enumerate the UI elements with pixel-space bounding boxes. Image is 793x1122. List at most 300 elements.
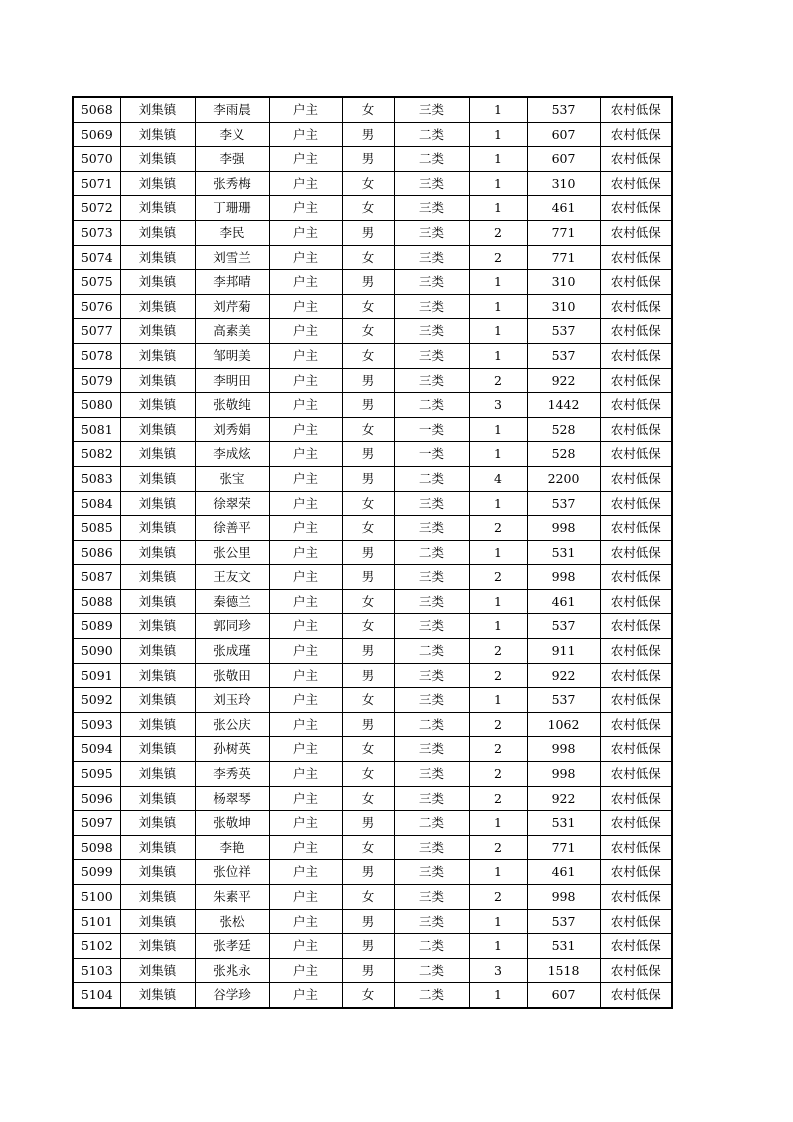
aid-type-cell: 农村低保 bbox=[600, 639, 672, 664]
row-number-cell: 5095 bbox=[73, 762, 120, 787]
amount-cell: 1518 bbox=[527, 958, 600, 983]
table-row bbox=[73, 614, 672, 639]
aid-type-cell: 农村低保 bbox=[600, 811, 672, 836]
table-row bbox=[73, 565, 672, 590]
table-row bbox=[73, 393, 672, 418]
row-number-cell: 5099 bbox=[73, 860, 120, 885]
aid-type-cell: 农村低保 bbox=[600, 934, 672, 959]
town-cell: 刘集镇 bbox=[120, 958, 195, 983]
name-cell: 徐翠荣 bbox=[195, 491, 269, 516]
amount-cell: 607 bbox=[527, 122, 600, 147]
relation-cell: 户主 bbox=[269, 737, 342, 762]
name-cell: 孙树英 bbox=[195, 737, 269, 762]
row-number-cell: 5068 bbox=[73, 97, 120, 122]
row-number-cell: 5094 bbox=[73, 737, 120, 762]
table-row bbox=[73, 540, 672, 565]
category-cell: 三类 bbox=[394, 860, 469, 885]
category-cell: 三类 bbox=[394, 885, 469, 910]
row-number-cell: 5102 bbox=[73, 934, 120, 959]
table-row bbox=[73, 885, 672, 910]
aid-type-cell: 农村低保 bbox=[600, 171, 672, 196]
town-cell: 刘集镇 bbox=[120, 786, 195, 811]
gender-cell: 男 bbox=[342, 393, 394, 418]
name-cell: 杨翠琴 bbox=[195, 786, 269, 811]
amount-cell: 771 bbox=[527, 245, 600, 270]
gender-cell: 男 bbox=[342, 565, 394, 590]
gender-cell: 女 bbox=[342, 885, 394, 910]
amount-cell: 537 bbox=[527, 319, 600, 344]
amount-cell: 531 bbox=[527, 811, 600, 836]
table-row bbox=[73, 270, 672, 295]
category-cell: 三类 bbox=[394, 97, 469, 122]
row-number-cell: 5085 bbox=[73, 516, 120, 541]
name-cell: 李强 bbox=[195, 147, 269, 172]
town-cell: 刘集镇 bbox=[120, 909, 195, 934]
gender-cell: 男 bbox=[342, 934, 394, 959]
row-number-cell: 5074 bbox=[73, 245, 120, 270]
row-number-cell: 5082 bbox=[73, 442, 120, 467]
table-row bbox=[73, 762, 672, 787]
town-cell: 刘集镇 bbox=[120, 393, 195, 418]
name-cell: 李邦晴 bbox=[195, 270, 269, 295]
town-cell: 刘集镇 bbox=[120, 417, 195, 442]
aid-type-cell: 农村低保 bbox=[600, 565, 672, 590]
name-cell: 王友文 bbox=[195, 565, 269, 590]
category-cell: 三类 bbox=[394, 491, 469, 516]
town-cell: 刘集镇 bbox=[120, 565, 195, 590]
aid-type-cell: 农村低保 bbox=[600, 786, 672, 811]
aid-type-cell: 农村低保 bbox=[600, 663, 672, 688]
relation-cell: 户主 bbox=[269, 491, 342, 516]
amount-cell: 922 bbox=[527, 663, 600, 688]
aid-type-cell: 农村低保 bbox=[600, 737, 672, 762]
household-size-cell: 3 bbox=[469, 393, 527, 418]
amount-cell: 537 bbox=[527, 688, 600, 713]
aid-type-cell: 农村低保 bbox=[600, 220, 672, 245]
name-cell: 张兆永 bbox=[195, 958, 269, 983]
town-cell: 刘集镇 bbox=[120, 737, 195, 762]
category-cell: 三类 bbox=[394, 909, 469, 934]
relation-cell: 户主 bbox=[269, 393, 342, 418]
category-cell: 三类 bbox=[394, 614, 469, 639]
aid-type-cell: 农村低保 bbox=[600, 958, 672, 983]
relation-cell: 户主 bbox=[269, 466, 342, 491]
household-size-cell: 2 bbox=[469, 762, 527, 787]
gender-cell: 男 bbox=[342, 663, 394, 688]
table-row bbox=[73, 934, 672, 959]
row-number-cell: 5089 bbox=[73, 614, 120, 639]
row-number-cell: 5084 bbox=[73, 491, 120, 516]
relation-cell: 户主 bbox=[269, 97, 342, 122]
category-cell: 三类 bbox=[394, 786, 469, 811]
amount-cell: 2200 bbox=[527, 466, 600, 491]
relation-cell: 户主 bbox=[269, 663, 342, 688]
category-cell: 二类 bbox=[394, 811, 469, 836]
row-number-cell: 5076 bbox=[73, 294, 120, 319]
row-number-cell: 5080 bbox=[73, 393, 120, 418]
household-size-cell: 1 bbox=[469, 934, 527, 959]
household-size-cell: 2 bbox=[469, 663, 527, 688]
household-size-cell: 1 bbox=[469, 270, 527, 295]
gender-cell: 女 bbox=[342, 835, 394, 860]
relation-cell: 户主 bbox=[269, 196, 342, 221]
amount-cell: 607 bbox=[527, 147, 600, 172]
aid-type-cell: 农村低保 bbox=[600, 491, 672, 516]
aid-type-cell: 农村低保 bbox=[600, 442, 672, 467]
relation-cell: 户主 bbox=[269, 639, 342, 664]
amount-cell: 998 bbox=[527, 565, 600, 590]
row-number-cell: 5096 bbox=[73, 786, 120, 811]
name-cell: 张公里 bbox=[195, 540, 269, 565]
household-size-cell: 1 bbox=[469, 294, 527, 319]
town-cell: 刘集镇 bbox=[120, 245, 195, 270]
town-cell: 刘集镇 bbox=[120, 171, 195, 196]
table-row bbox=[73, 639, 672, 664]
gender-cell: 女 bbox=[342, 171, 394, 196]
household-size-cell: 2 bbox=[469, 516, 527, 541]
row-number-cell: 5072 bbox=[73, 196, 120, 221]
town-cell: 刘集镇 bbox=[120, 270, 195, 295]
category-cell: 二类 bbox=[394, 639, 469, 664]
row-number-cell: 5078 bbox=[73, 343, 120, 368]
category-cell: 三类 bbox=[394, 220, 469, 245]
category-cell: 一类 bbox=[394, 417, 469, 442]
gender-cell: 男 bbox=[342, 909, 394, 934]
row-number-cell: 5075 bbox=[73, 270, 120, 295]
category-cell: 二类 bbox=[394, 958, 469, 983]
aid-type-cell: 农村低保 bbox=[600, 466, 672, 491]
gender-cell: 女 bbox=[342, 294, 394, 319]
name-cell: 张敬纯 bbox=[195, 393, 269, 418]
category-cell: 二类 bbox=[394, 540, 469, 565]
relation-cell: 户主 bbox=[269, 860, 342, 885]
town-cell: 刘集镇 bbox=[120, 540, 195, 565]
household-size-cell: 2 bbox=[469, 712, 527, 737]
household-size-cell: 1 bbox=[469, 540, 527, 565]
name-cell: 张敬坤 bbox=[195, 811, 269, 836]
aid-type-cell: 农村低保 bbox=[600, 294, 672, 319]
town-cell: 刘集镇 bbox=[120, 639, 195, 664]
household-size-cell: 1 bbox=[469, 343, 527, 368]
aid-type-cell: 农村低保 bbox=[600, 393, 672, 418]
category-cell: 三类 bbox=[394, 343, 469, 368]
amount-cell: 310 bbox=[527, 270, 600, 295]
town-cell: 刘集镇 bbox=[120, 589, 195, 614]
name-cell: 高素美 bbox=[195, 319, 269, 344]
gender-cell: 女 bbox=[342, 688, 394, 713]
category-cell: 二类 bbox=[394, 147, 469, 172]
gender-cell: 男 bbox=[342, 811, 394, 836]
table-row bbox=[73, 368, 672, 393]
aid-type-cell: 农村低保 bbox=[600, 983, 672, 1008]
aid-type-cell: 农村低保 bbox=[600, 516, 672, 541]
aid-type-cell: 农村低保 bbox=[600, 368, 672, 393]
name-cell: 李雨晨 bbox=[195, 97, 269, 122]
relation-cell: 户主 bbox=[269, 122, 342, 147]
table-body bbox=[73, 97, 672, 1008]
row-number-cell: 5069 bbox=[73, 122, 120, 147]
aid-type-cell: 农村低保 bbox=[600, 147, 672, 172]
name-cell: 李明田 bbox=[195, 368, 269, 393]
relation-cell: 户主 bbox=[269, 319, 342, 344]
amount-cell: 911 bbox=[527, 639, 600, 664]
household-size-cell: 1 bbox=[469, 491, 527, 516]
category-cell: 二类 bbox=[394, 393, 469, 418]
row-number-cell: 5090 bbox=[73, 639, 120, 664]
amount-cell: 461 bbox=[527, 196, 600, 221]
town-cell: 刘集镇 bbox=[120, 712, 195, 737]
household-size-cell: 1 bbox=[469, 442, 527, 467]
gender-cell: 男 bbox=[342, 220, 394, 245]
town-cell: 刘集镇 bbox=[120, 983, 195, 1008]
category-cell: 三类 bbox=[394, 565, 469, 590]
amount-cell: 531 bbox=[527, 540, 600, 565]
amount-cell: 1062 bbox=[527, 712, 600, 737]
household-size-cell: 3 bbox=[469, 958, 527, 983]
amount-cell: 537 bbox=[527, 909, 600, 934]
relation-cell: 户主 bbox=[269, 589, 342, 614]
gender-cell: 女 bbox=[342, 589, 394, 614]
household-size-cell: 1 bbox=[469, 417, 527, 442]
aid-type-cell: 农村低保 bbox=[600, 860, 672, 885]
gender-cell: 女 bbox=[342, 762, 394, 787]
row-number-cell: 5071 bbox=[73, 171, 120, 196]
household-size-cell: 2 bbox=[469, 885, 527, 910]
name-cell: 张孝廷 bbox=[195, 934, 269, 959]
table-row bbox=[73, 688, 672, 713]
relation-cell: 户主 bbox=[269, 294, 342, 319]
relation-cell: 户主 bbox=[269, 614, 342, 639]
household-size-cell: 2 bbox=[469, 737, 527, 762]
table-row bbox=[73, 786, 672, 811]
town-cell: 刘集镇 bbox=[120, 860, 195, 885]
aid-type-cell: 农村低保 bbox=[600, 343, 672, 368]
gender-cell: 男 bbox=[342, 147, 394, 172]
amount-cell: 537 bbox=[527, 97, 600, 122]
table-row bbox=[73, 343, 672, 368]
name-cell: 刘玉玲 bbox=[195, 688, 269, 713]
town-cell: 刘集镇 bbox=[120, 491, 195, 516]
household-size-cell: 4 bbox=[469, 466, 527, 491]
table-row bbox=[73, 983, 672, 1008]
amount-cell: 310 bbox=[527, 294, 600, 319]
category-cell: 三类 bbox=[394, 516, 469, 541]
name-cell: 刘秀娟 bbox=[195, 417, 269, 442]
town-cell: 刘集镇 bbox=[120, 466, 195, 491]
household-size-cell: 1 bbox=[469, 319, 527, 344]
aid-type-cell: 农村低保 bbox=[600, 885, 672, 910]
row-number-cell: 5081 bbox=[73, 417, 120, 442]
table-row bbox=[73, 196, 672, 221]
table-row bbox=[73, 294, 672, 319]
name-cell: 张公庆 bbox=[195, 712, 269, 737]
name-cell: 张秀梅 bbox=[195, 171, 269, 196]
amount-cell: 531 bbox=[527, 934, 600, 959]
gender-cell: 女 bbox=[342, 786, 394, 811]
table-row bbox=[73, 466, 672, 491]
category-cell: 三类 bbox=[394, 835, 469, 860]
gender-cell: 男 bbox=[342, 958, 394, 983]
gender-cell: 男 bbox=[342, 270, 394, 295]
row-number-cell: 5070 bbox=[73, 147, 120, 172]
table-row bbox=[73, 220, 672, 245]
relation-cell: 户主 bbox=[269, 786, 342, 811]
category-cell: 三类 bbox=[394, 245, 469, 270]
table-row bbox=[73, 245, 672, 270]
row-number-cell: 5104 bbox=[73, 983, 120, 1008]
relation-cell: 户主 bbox=[269, 343, 342, 368]
name-cell: 李成炫 bbox=[195, 442, 269, 467]
category-cell: 三类 bbox=[394, 762, 469, 787]
category-cell: 三类 bbox=[394, 319, 469, 344]
name-cell: 郭同珍 bbox=[195, 614, 269, 639]
amount-cell: 922 bbox=[527, 786, 600, 811]
household-size-cell: 1 bbox=[469, 983, 527, 1008]
name-cell: 朱素平 bbox=[195, 885, 269, 910]
table-row bbox=[73, 835, 672, 860]
town-cell: 刘集镇 bbox=[120, 762, 195, 787]
gender-cell: 女 bbox=[342, 319, 394, 344]
table-row bbox=[73, 491, 672, 516]
table-row bbox=[73, 737, 672, 762]
gender-cell: 男 bbox=[342, 122, 394, 147]
relation-cell: 户主 bbox=[269, 220, 342, 245]
relation-cell: 户主 bbox=[269, 270, 342, 295]
aid-type-cell: 农村低保 bbox=[600, 97, 672, 122]
name-cell: 李义 bbox=[195, 122, 269, 147]
table-row bbox=[73, 97, 672, 122]
gender-cell: 男 bbox=[342, 540, 394, 565]
amount-cell: 998 bbox=[527, 762, 600, 787]
relation-cell: 户主 bbox=[269, 688, 342, 713]
town-cell: 刘集镇 bbox=[120, 811, 195, 836]
town-cell: 刘集镇 bbox=[120, 196, 195, 221]
aid-type-cell: 农村低保 bbox=[600, 835, 672, 860]
category-cell: 三类 bbox=[394, 368, 469, 393]
table-row bbox=[73, 122, 672, 147]
row-number-cell: 5088 bbox=[73, 589, 120, 614]
gender-cell: 女 bbox=[342, 491, 394, 516]
row-number-cell: 5086 bbox=[73, 540, 120, 565]
town-cell: 刘集镇 bbox=[120, 294, 195, 319]
aid-type-cell: 农村低保 bbox=[600, 589, 672, 614]
amount-cell: 607 bbox=[527, 983, 600, 1008]
amount-cell: 922 bbox=[527, 368, 600, 393]
name-cell: 李秀英 bbox=[195, 762, 269, 787]
aid-type-cell: 农村低保 bbox=[600, 688, 672, 713]
amount-cell: 771 bbox=[527, 835, 600, 860]
table-row bbox=[73, 589, 672, 614]
household-size-cell: 2 bbox=[469, 368, 527, 393]
household-size-cell: 1 bbox=[469, 811, 527, 836]
amount-cell: 1442 bbox=[527, 393, 600, 418]
relation-cell: 户主 bbox=[269, 934, 342, 959]
household-size-cell: 1 bbox=[469, 147, 527, 172]
household-size-cell: 1 bbox=[469, 614, 527, 639]
gender-cell: 女 bbox=[342, 983, 394, 1008]
aid-type-cell: 农村低保 bbox=[600, 762, 672, 787]
category-cell: 三类 bbox=[394, 737, 469, 762]
row-number-cell: 5103 bbox=[73, 958, 120, 983]
amount-cell: 998 bbox=[527, 885, 600, 910]
table-row bbox=[73, 417, 672, 442]
town-cell: 刘集镇 bbox=[120, 147, 195, 172]
relation-cell: 户主 bbox=[269, 245, 342, 270]
welfare-roster-table bbox=[72, 96, 673, 1009]
household-size-cell: 2 bbox=[469, 565, 527, 590]
aid-type-cell: 农村低保 bbox=[600, 319, 672, 344]
table-row bbox=[73, 811, 672, 836]
relation-cell: 户主 bbox=[269, 712, 342, 737]
row-number-cell: 5093 bbox=[73, 712, 120, 737]
aid-type-cell: 农村低保 bbox=[600, 196, 672, 221]
household-size-cell: 2 bbox=[469, 220, 527, 245]
amount-cell: 537 bbox=[527, 491, 600, 516]
aid-type-cell: 农村低保 bbox=[600, 245, 672, 270]
category-cell: 一类 bbox=[394, 442, 469, 467]
row-number-cell: 5098 bbox=[73, 835, 120, 860]
town-cell: 刘集镇 bbox=[120, 688, 195, 713]
gender-cell: 男 bbox=[342, 442, 394, 467]
gender-cell: 男 bbox=[342, 466, 394, 491]
household-size-cell: 2 bbox=[469, 786, 527, 811]
category-cell: 三类 bbox=[394, 171, 469, 196]
row-number-cell: 5087 bbox=[73, 565, 120, 590]
row-number-cell: 5077 bbox=[73, 319, 120, 344]
table-row bbox=[73, 712, 672, 737]
relation-cell: 户主 bbox=[269, 147, 342, 172]
town-cell: 刘集镇 bbox=[120, 368, 195, 393]
table-row bbox=[73, 909, 672, 934]
table-row bbox=[73, 860, 672, 885]
aid-type-cell: 农村低保 bbox=[600, 270, 672, 295]
aid-type-cell: 农村低保 bbox=[600, 540, 672, 565]
category-cell: 二类 bbox=[394, 712, 469, 737]
household-size-cell: 1 bbox=[469, 688, 527, 713]
row-number-cell: 5073 bbox=[73, 220, 120, 245]
name-cell: 张成瑾 bbox=[195, 639, 269, 664]
category-cell: 三类 bbox=[394, 196, 469, 221]
town-cell: 刘集镇 bbox=[120, 835, 195, 860]
town-cell: 刘集镇 bbox=[120, 343, 195, 368]
name-cell: 邹明美 bbox=[195, 343, 269, 368]
aid-type-cell: 农村低保 bbox=[600, 909, 672, 934]
relation-cell: 户主 bbox=[269, 368, 342, 393]
table-row bbox=[73, 171, 672, 196]
gender-cell: 女 bbox=[342, 614, 394, 639]
relation-cell: 户主 bbox=[269, 516, 342, 541]
household-size-cell: 1 bbox=[469, 196, 527, 221]
name-cell: 李民 bbox=[195, 220, 269, 245]
category-cell: 三类 bbox=[394, 270, 469, 295]
household-size-cell: 2 bbox=[469, 639, 527, 664]
household-size-cell: 1 bbox=[469, 171, 527, 196]
amount-cell: 771 bbox=[527, 220, 600, 245]
aid-type-cell: 农村低保 bbox=[600, 712, 672, 737]
name-cell: 张位祥 bbox=[195, 860, 269, 885]
household-size-cell: 1 bbox=[469, 589, 527, 614]
name-cell: 李艳 bbox=[195, 835, 269, 860]
row-number-cell: 5079 bbox=[73, 368, 120, 393]
relation-cell: 户主 bbox=[269, 171, 342, 196]
town-cell: 刘集镇 bbox=[120, 442, 195, 467]
gender-cell: 女 bbox=[342, 737, 394, 762]
category-cell: 三类 bbox=[394, 688, 469, 713]
amount-cell: 537 bbox=[527, 614, 600, 639]
aid-type-cell: 农村低保 bbox=[600, 417, 672, 442]
table-row bbox=[73, 319, 672, 344]
table-row bbox=[73, 958, 672, 983]
